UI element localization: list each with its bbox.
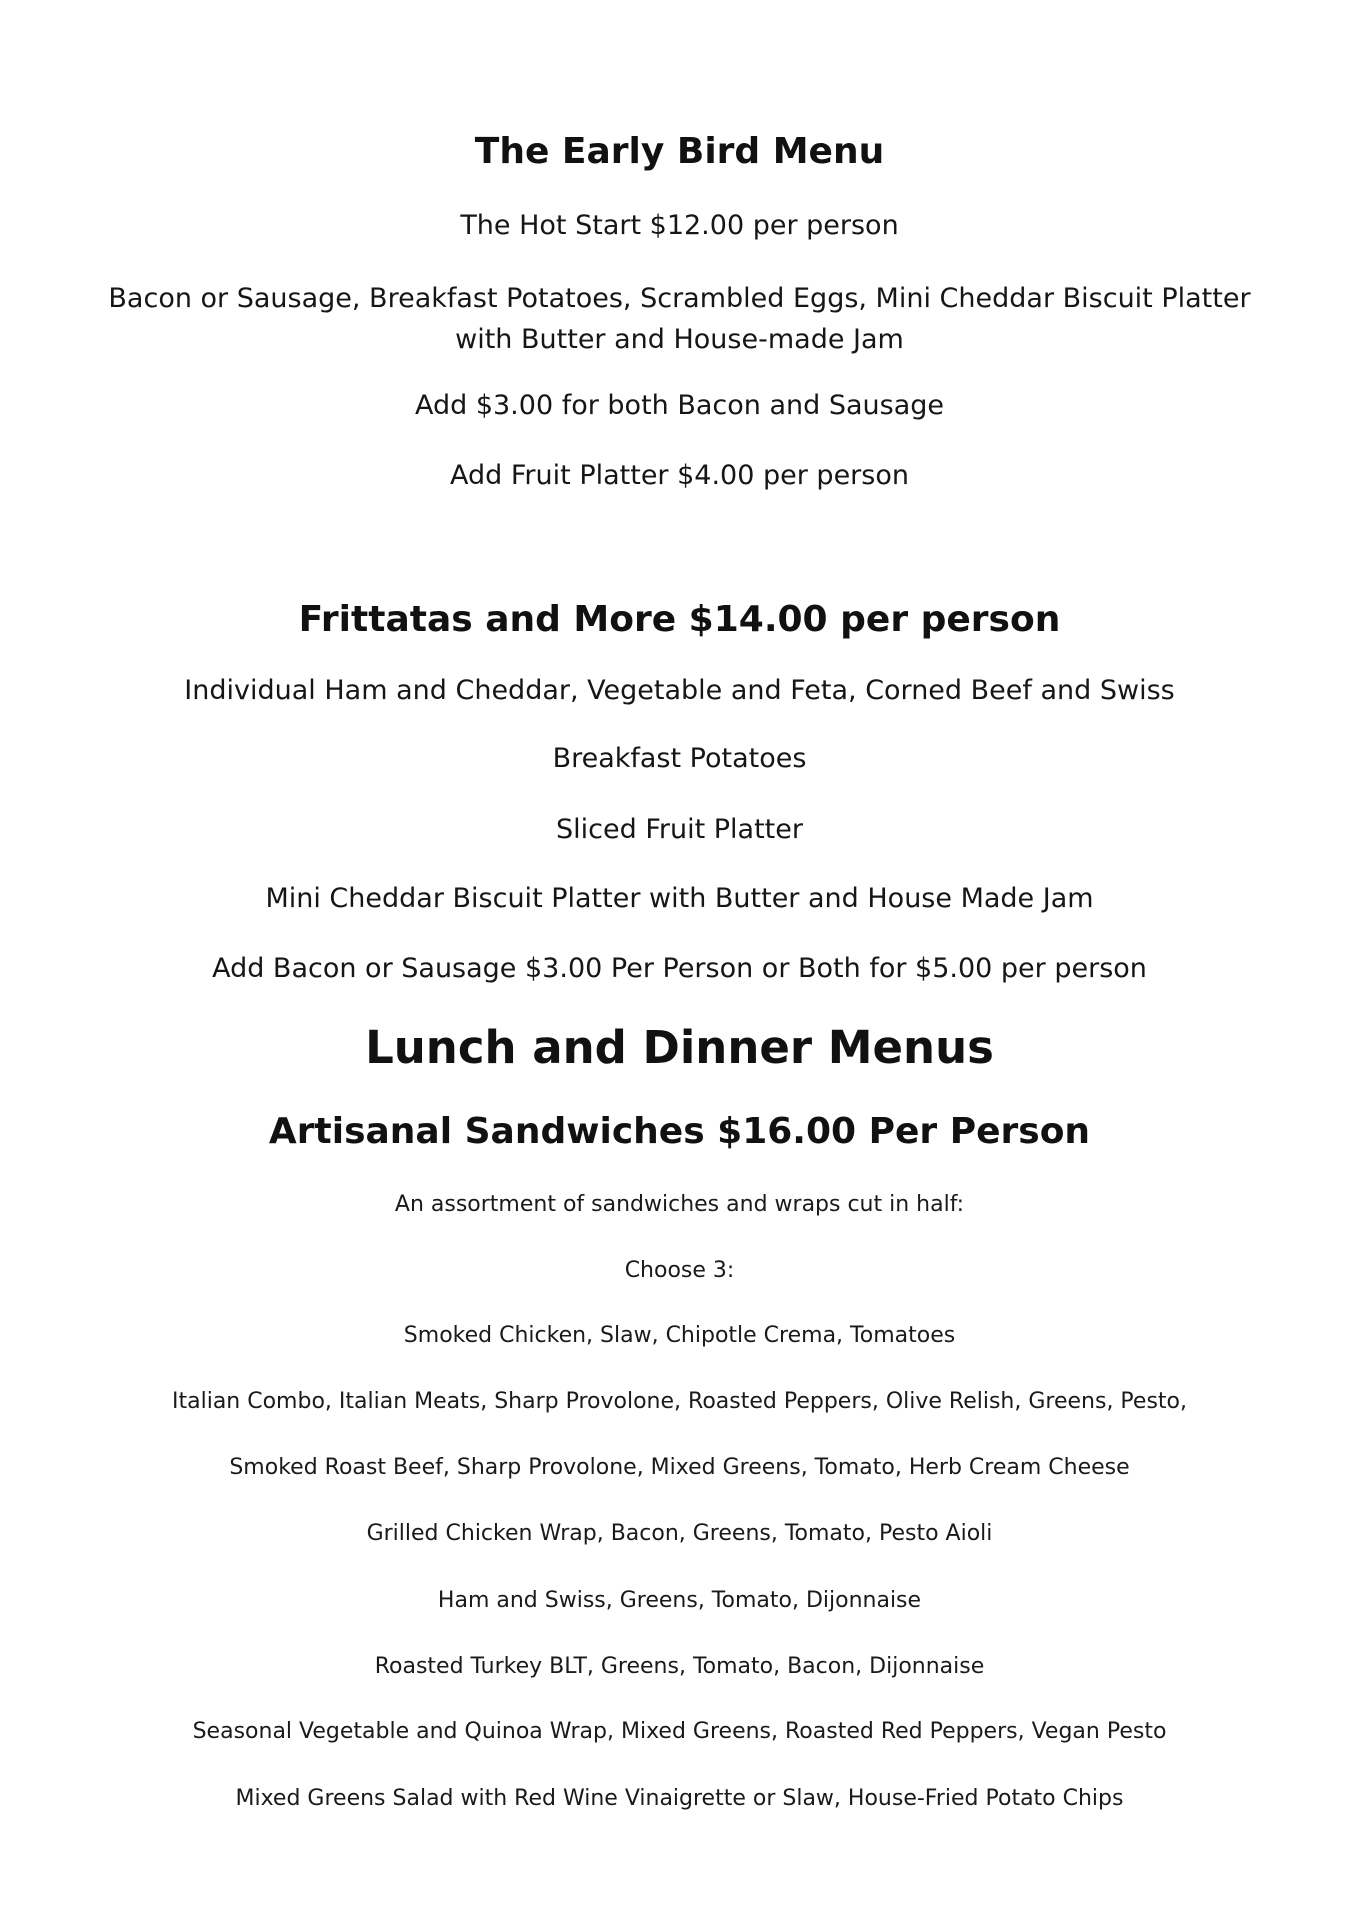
- sandwich-item: Seasonal Vegetable and Quinoa Wrap, Mixed Greens, Roasted Red Peppers, Vegan Pesto: [192, 1719, 1167, 1744]
- sandwich-item: Mixed Greens Salad with Red Wine Vinaigrette or Slaw, House-Fried Potato Chips: [235, 1786, 1124, 1811]
- sandwiches-choose: Choose 3:: [624, 1258, 735, 1283]
- frittatas-item: Individual Ham and Cheddar, Vegetable and Feta, Corned Beef and Swiss: [184, 675, 1175, 706]
- sandwich-item: Grilled Chicken Wrap, Bacon, Greens, Tomato, Pesto Aioli: [366, 1521, 993, 1546]
- sandwiches-title: Artisanal Sandwiches $16.00 Per Person: [268, 1111, 1091, 1152]
- frittatas-item: Mini Cheddar Biscuit Platter with Butter and House Made Jam: [265, 883, 1094, 914]
- sandwich-item: Smoked Chicken, Slaw, Chipotle Crema, Tomatoes: [403, 1323, 956, 1348]
- frittatas-title: Frittatas and More $14.00 per person: [298, 599, 1061, 640]
- frittatas-item: Sliced Fruit Platter: [556, 814, 803, 845]
- sandwiches-intro: An assortment of sandwiches and wraps cut in half:: [394, 1192, 965, 1217]
- hot-start-items: Bacon or Sausage, Breakfast Potatoes, Scrambled Eggs, Mini Cheddar Biscuit Platter with Butter and House-made Jam: [108, 283, 1251, 355]
- hot-start-heading: The Hot Start $12.00 per person: [460, 210, 899, 241]
- sandwich-item: Roasted Turkey BLT, Greens, Tomato, Bacon, Dijonnaise: [374, 1654, 985, 1679]
- frittatas-item: Breakfast Potatoes: [552, 743, 807, 774]
- add-both-note: Add $3.00 for both Bacon and Sausage: [414, 390, 945, 421]
- lunch-dinner-title: Lunch and Dinner Menus: [365, 1021, 994, 1074]
- early-bird-title: The Early Bird Menu: [474, 131, 885, 172]
- sandwich-item: Smoked Roast Beef, Sharp Provolone, Mixed Greens, Tomato, Herb Cream Cheese: [229, 1455, 1130, 1480]
- add-fruit-note: Add Fruit Platter $4.00 per person: [450, 460, 909, 491]
- sandwich-item: Ham and Swiss, Greens, Tomato, Dijonnaise: [437, 1588, 922, 1613]
- frittatas-item: Add Bacon or Sausage $3.00 Per Person or Both for $5.00 per person: [212, 953, 1147, 984]
- sandwich-item: Italian Combo, Italian Meats, Sharp Provolone, Roasted Peppers, Olive Relish, Greens, Pesto,: [172, 1389, 1187, 1414]
